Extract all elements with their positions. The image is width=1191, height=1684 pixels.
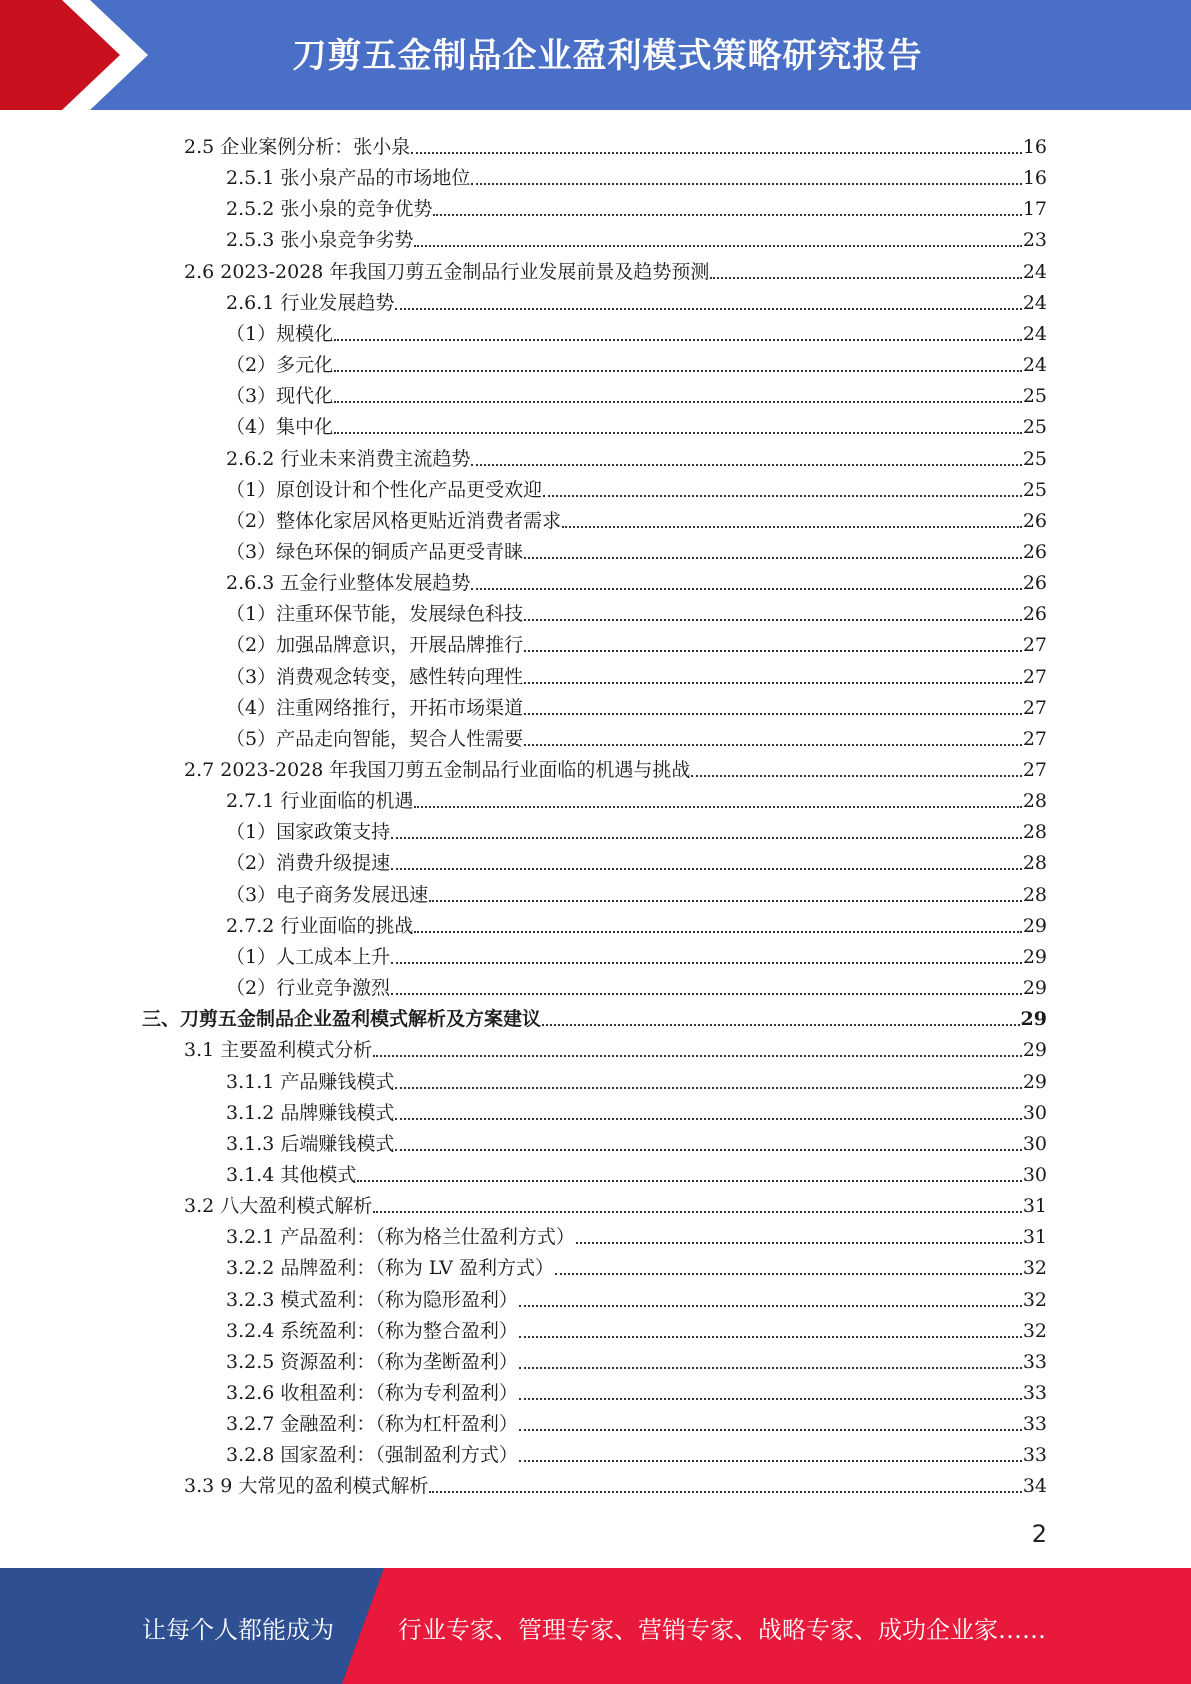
toc-entry[interactable] — [184, 1187, 1047, 1218]
footer-banner — [0, 1568, 1191, 1684]
toc-entry-page: 27 — [1022, 727, 1047, 750]
toc-entry-label: 3.2.8 国家盈利：（强制盈利方式） — [226, 1444, 518, 1467]
toc-entry[interactable] — [226, 533, 1047, 564]
toc-entry[interactable] — [226, 1436, 1047, 1467]
toc-leader-dots — [334, 400, 1022, 403]
toc-entry-label: 2.6.2 行业未来消费主流趋势 — [226, 447, 471, 470]
toc-leader-dots — [519, 1304, 1022, 1307]
toc-entry[interactable] — [226, 876, 1047, 907]
toc-entry-label: 2.7 2023-2028 年我国刀剪五金制品行业面临的机遇与挑战 — [184, 759, 691, 781]
toc-entry[interactable] — [226, 502, 1047, 533]
toc-leader-dots — [334, 369, 1022, 372]
toc-entry[interactable] — [226, 221, 1047, 252]
toc-entry-label: （2）整体化家居风格更贴近消费者需求 — [226, 509, 562, 532]
toc-entry-page: 32 — [1022, 1288, 1047, 1311]
toc-entry-label: 3.1.1 产品赚钱模式 — [226, 1070, 395, 1093]
footer-slogan-right: 行业专家、管理专家、营销专家、战略专家、成功企业家…… — [398, 1616, 1046, 1644]
toc-entry-page: 28 — [1022, 790, 1047, 813]
toc-entry-page: 30 — [1022, 1163, 1047, 1186]
toc-entry[interactable] — [226, 346, 1047, 377]
toc-entry-label: （2）多元化 — [226, 354, 334, 377]
toc-leader-dots — [391, 961, 1022, 964]
toc-entry[interactable] — [226, 969, 1047, 1000]
toc-entry-label: 2.7.2 行业面临的挑战 — [226, 914, 414, 937]
toc-entry[interactable] — [184, 1031, 1047, 1062]
toc-entry-label: 2.6.1 行业发展趋势 — [226, 291, 395, 314]
toc-leader-dots — [471, 587, 1021, 590]
toc-entry-label: 3.2.6 收租盈利：（称为专利盈利） — [226, 1382, 518, 1404]
toc-entry-page: 32 — [1022, 1257, 1047, 1280]
toc-leader-dots — [411, 151, 1022, 154]
toc-entry-label: 2.7.1 行业面临的机遇 — [226, 790, 414, 813]
toc-leader-dots — [691, 774, 1021, 777]
toc-entry-page: 27 — [1022, 665, 1047, 688]
toc-entry-page: 24 — [1022, 322, 1047, 345]
toc-entry-label: （4）注重网络推行，开拓市场渠道 — [226, 696, 524, 719]
toc-entry-label: 2.5.2 张小泉的竞争优势 — [226, 198, 433, 221]
toc-entry-page: 33 — [1022, 1350, 1047, 1373]
toc-entry-label: 3.2.3 模式盈利：（称为隐形盈利） — [226, 1288, 518, 1311]
toc-entry-label: 3.2.2 品牌盈利：（称为 LV 盈利方式） — [226, 1257, 555, 1280]
toc-entry-label: （5）产品走向智能，契合人性需要 — [226, 727, 524, 750]
toc-leader-dots — [357, 1179, 1021, 1182]
toc-entry-label: 3.1.3 后端赚钱模式 — [226, 1132, 395, 1155]
toc-entry[interactable] — [226, 564, 1047, 595]
toc-entry-page: 33 — [1022, 1444, 1047, 1467]
toc-entry[interactable] — [226, 1063, 1047, 1094]
toc-entry-label: （3）消费观念转变，感性转向理性 — [226, 665, 524, 688]
toc-entry[interactable] — [226, 626, 1047, 657]
toc-entry-label: （2）行业竞争激烈 — [226, 977, 391, 1000]
footer-slogan-left: 让每个人都能成为 — [142, 1616, 334, 1644]
toc-entry[interactable] — [184, 128, 1047, 159]
toc-entry-label: 3.2.1 产品盈利：（称为格兰仕盈利方式） — [226, 1226, 575, 1249]
toc-entry-page: 25 — [1022, 478, 1047, 501]
toc-entry-label: （3）电子商务发展迅速 — [226, 883, 429, 906]
toc-leader-dots — [395, 1148, 1021, 1151]
toc-entry-label: 3.1.2 品牌赚钱模式 — [226, 1101, 395, 1124]
toc-entry-page: 24 — [1022, 291, 1047, 314]
toc-entry-label: （1）规模化 — [226, 322, 334, 345]
toc-entry[interactable] — [226, 1281, 1047, 1312]
toc-entry[interactable] — [184, 751, 1047, 782]
toc-leader-dots — [524, 681, 1022, 684]
toc-entry-label: 2.6.3 五金行业整体发展趋势 — [226, 572, 471, 595]
toc-leader-dots — [414, 805, 1021, 808]
toc-leader-dots — [524, 618, 1022, 621]
toc-entry-label: （1）原创设计和个性化产品更受欢迎 — [226, 478, 543, 501]
toc-entry-label: 3.2 八大盈利模式解析 — [184, 1195, 373, 1218]
toc-entry-label: 3.2.7 金融盈利：（称为杠杆盈利） — [226, 1413, 518, 1436]
toc-entry-page: 23 — [1022, 229, 1047, 252]
toc-leader-dots — [471, 182, 1021, 185]
toc-entry-label: 3.1 主要盈利模式分析 — [184, 1039, 373, 1062]
toc-entry-label: 3.2.4 系统盈利：（称为整合盈利） — [226, 1319, 518, 1342]
toc-entry-page: 26 — [1022, 572, 1047, 595]
toc-entry-page: 28 — [1022, 852, 1047, 875]
header-banner — [0, 0, 1191, 110]
toc-entry-page: 26 — [1022, 509, 1047, 532]
toc-entry[interactable] — [184, 1467, 1047, 1498]
toc-entry-label: （2）加强品牌意识，开展品牌推行 — [226, 634, 524, 657]
toc-entry[interactable] — [226, 377, 1047, 408]
toc-leader-dots — [524, 649, 1022, 652]
toc-entry[interactable] — [226, 1312, 1047, 1343]
toc-entry[interactable] — [226, 1156, 1047, 1187]
toc-entry[interactable] — [226, 1094, 1047, 1125]
toc-entry[interactable] — [226, 782, 1047, 813]
toc-entry[interactable] — [226, 471, 1047, 502]
toc-entry-label: （3）现代化 — [226, 385, 334, 408]
toc-entry-label: 2.6 2023-2028 年我国刀剪五金制品行业发展前景及趋势预测 — [184, 260, 710, 283]
toc-entry-page: 29 — [1022, 914, 1047, 937]
toc-leader-dots — [519, 1428, 1022, 1431]
toc-leader-dots — [373, 1054, 1022, 1057]
toc-entry-page: 31 — [1022, 1195, 1047, 1218]
toc-entry[interactable] — [226, 720, 1047, 751]
toc-leader-dots — [555, 1272, 1022, 1275]
toc-leader-dots — [429, 1490, 1021, 1493]
toc-leader-dots — [519, 1397, 1022, 1400]
toc-entry-page: 33 — [1022, 1413, 1047, 1436]
toc-leader-dots — [334, 431, 1022, 434]
toc-entry-page: 28 — [1022, 883, 1047, 906]
toc-entry-label: 3.3 9 大常见的盈利模式解析 — [184, 1475, 429, 1498]
toc-entry-label: （3）绿色环保的铜质产品更受青睐 — [226, 540, 524, 563]
toc-entry-page: 30 — [1022, 1101, 1047, 1124]
toc-leader-dots — [391, 992, 1022, 995]
toc-entry[interactable] — [226, 689, 1047, 720]
toc-entry[interactable] — [226, 408, 1047, 439]
toc-entry[interactable] — [226, 190, 1047, 221]
toc-entry-page: 26 — [1022, 540, 1047, 563]
report-title: 刀剪五金制品企业盈利模式策略研究报告 — [292, 36, 923, 76]
toc-entry[interactable] — [226, 1405, 1047, 1436]
toc-leader-dots — [433, 213, 1021, 216]
toc-entry[interactable] — [226, 1218, 1047, 1249]
toc-leader-dots — [519, 1366, 1022, 1369]
toc-leader-dots — [395, 1086, 1021, 1089]
toc-entry-page: 27 — [1022, 634, 1047, 657]
toc-leader-dots — [391, 836, 1022, 839]
toc-entry-page: 17 — [1022, 198, 1047, 221]
toc-leader-dots — [524, 712, 1022, 715]
toc-leader-dots — [542, 1023, 1020, 1026]
toc-entry-page: 30 — [1022, 1132, 1047, 1155]
toc-entry[interactable] — [226, 1125, 1047, 1156]
toc-entry-page: 16 — [1022, 167, 1047, 190]
toc-entry[interactable] — [226, 315, 1047, 346]
toc-entry-page: 31 — [1022, 1226, 1047, 1249]
toc-entry[interactable] — [226, 1343, 1047, 1374]
toc-entry-page: 29 — [1022, 1070, 1047, 1093]
toc-entry-page: 29 — [1022, 1039, 1047, 1062]
toc-entry[interactable] — [226, 159, 1047, 190]
toc-entry-label: （1）注重环保节能，发展绿色科技 — [226, 603, 524, 626]
toc-leader-dots — [519, 1335, 1022, 1338]
toc-leader-dots — [373, 1210, 1022, 1213]
toc-entry-label: （1）国家政策支持 — [226, 821, 391, 844]
toc-leader-dots — [524, 556, 1022, 559]
toc-entry-label: 3.1.4 其他模式 — [226, 1163, 357, 1186]
toc-entry-page: 29 — [1020, 1008, 1047, 1031]
toc-entry[interactable] — [226, 813, 1047, 844]
toc-entry-label: 三、刀剪五金制品企业盈利模式解析及方案建议 — [142, 1008, 542, 1031]
toc-entry[interactable] — [142, 1000, 1047, 1031]
toc-leader-dots — [519, 1459, 1022, 1462]
toc-entry-page: 28 — [1022, 821, 1047, 844]
toc-entry-page: 26 — [1022, 603, 1047, 626]
toc-entry[interactable] — [226, 440, 1047, 471]
toc-entry-page: 25 — [1022, 447, 1047, 470]
toc-entry[interactable] — [226, 844, 1047, 875]
toc-entry-page: 16 — [1022, 136, 1047, 158]
toc-leader-dots — [414, 930, 1021, 933]
toc-entry[interactable] — [226, 938, 1047, 969]
toc-entry-label: 3.2.5 资源盈利：（称为垄断盈利） — [226, 1350, 518, 1373]
page-number: 2 — [1031, 1520, 1047, 1548]
toc-entry[interactable] — [184, 253, 1047, 284]
toc-entry-label: （4）集中化 — [226, 416, 334, 439]
toc-entry-label: （1）人工成本上升 — [226, 945, 391, 968]
toc-leader-dots — [391, 867, 1022, 870]
toc-leader-dots — [414, 244, 1021, 247]
toc-entry-label: （2）消费升级提速 — [226, 852, 391, 875]
toc-entry[interactable] — [226, 1249, 1047, 1280]
toc-leader-dots — [471, 463, 1021, 466]
toc-leader-dots — [710, 276, 1021, 279]
toc-entry[interactable] — [226, 658, 1047, 689]
toc-entry[interactable] — [226, 1374, 1047, 1405]
toc-leader-dots — [395, 307, 1021, 310]
toc-leader-dots — [543, 494, 1022, 497]
toc-entry-label: 2.5 企业案例分析：张小泉 — [184, 136, 411, 158]
toc-entry-page: 27 — [1022, 696, 1047, 719]
toc-entry-page: 34 — [1022, 1475, 1047, 1498]
toc-entry-page: 33 — [1022, 1382, 1047, 1404]
toc-entry[interactable] — [226, 284, 1047, 315]
toc-entry-page: 27 — [1022, 759, 1047, 781]
toc-entry[interactable] — [226, 595, 1047, 626]
toc-entry-page: 25 — [1022, 385, 1047, 408]
toc-leader-dots — [429, 899, 1022, 902]
toc-entry-page: 25 — [1022, 416, 1047, 439]
toc-entry-page: 29 — [1022, 977, 1047, 1000]
toc-entry-page: 24 — [1022, 260, 1047, 283]
toc-leader-dots — [576, 1241, 1022, 1244]
toc-entry-page: 24 — [1022, 354, 1047, 377]
toc-entry-label: 2.5.1 张小泉产品的市场地位 — [226, 167, 471, 190]
toc-entry-page: 32 — [1022, 1319, 1047, 1342]
toc-leader-dots — [524, 743, 1022, 746]
toc-leader-dots — [395, 1117, 1021, 1120]
toc-entry[interactable] — [226, 907, 1047, 938]
toc-leader-dots — [334, 338, 1022, 341]
toc-leader-dots — [562, 525, 1022, 528]
toc-entry-page: 29 — [1022, 945, 1047, 968]
toc-entry-label: 2.5.3 张小泉竞争劣势 — [226, 229, 414, 252]
